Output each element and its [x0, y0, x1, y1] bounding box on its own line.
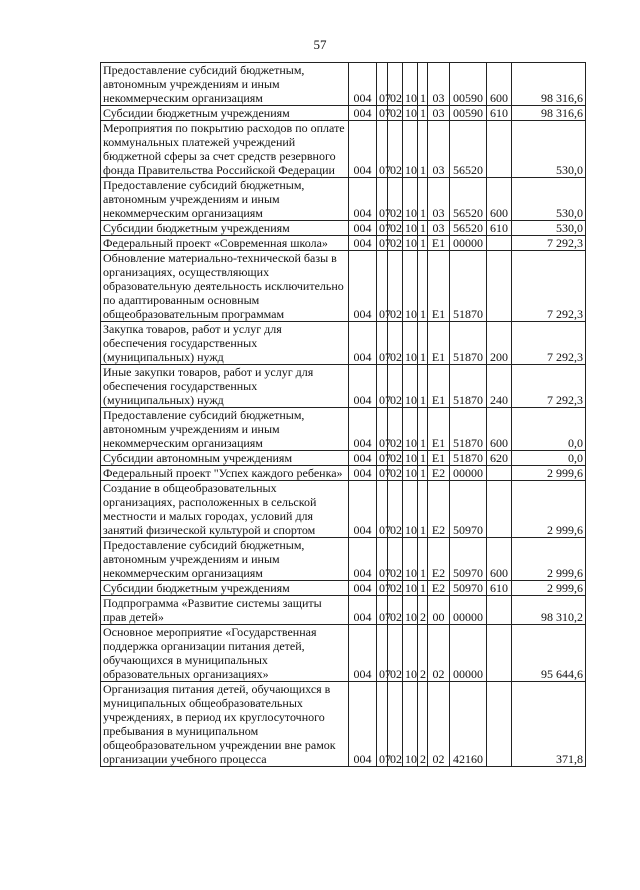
direction-code: 42160 [450, 682, 487, 767]
table-row [101, 451, 586, 466]
amount-cell: 530,0 [512, 221, 586, 236]
subsection-code: 02 [388, 178, 403, 221]
expense-type-code: 610 [487, 106, 512, 121]
amount-cell: 2 999,6 [512, 581, 586, 596]
section-code: 07 [377, 682, 388, 767]
subprogram-code: 1 [418, 322, 428, 365]
page-number: 57 [313, 37, 327, 52]
table-row [101, 682, 586, 767]
subprogram-code: 1 [418, 408, 428, 451]
program-code: 10 [403, 251, 418, 322]
row-description: Подпрограмма «Развитие системы защиты прав детей» [101, 596, 349, 625]
program-code: 10 [403, 178, 418, 221]
row-description: Мероприятия по покрытию расходов по оплате коммунальных платежей учреждений бюджетной сферы за счет средств резервного фонда Правительства Российской Федерации [101, 121, 349, 178]
kvsr-code: 004 [349, 106, 377, 121]
kvsr-code: 004 [349, 322, 377, 365]
section-code: 07 [377, 106, 388, 121]
section-code: 07 [377, 221, 388, 236]
subsection-code: 02 [388, 682, 403, 767]
direction-code: 51870 [450, 365, 487, 408]
table-row [101, 322, 586, 365]
section-code: 07 [377, 178, 388, 221]
section-code: 07 [377, 581, 388, 596]
expense-type-code [487, 596, 512, 625]
table-row [101, 106, 586, 121]
section-code: 07 [377, 408, 388, 451]
section-code: 07 [377, 538, 388, 581]
program-code: 10 [403, 682, 418, 767]
amount-cell: 7 292,3 [512, 365, 586, 408]
subprogram-code: 1 [418, 251, 428, 322]
direction-code: 56520 [450, 121, 487, 178]
event-code: 03 [428, 106, 450, 121]
row-description: Федеральный проект "Успех каждого ребенка» [101, 466, 349, 481]
subprogram-code: 1 [418, 221, 428, 236]
event-code: E1 [428, 408, 450, 451]
expense-type-code [487, 236, 512, 251]
direction-code: 56520 [450, 178, 487, 221]
kvsr-code: 004 [349, 178, 377, 221]
row-description: Предоставление субсидий бюджетным, автономным учреждениям и иным некоммерческим организациям [101, 63, 349, 106]
amount-cell: 2 999,6 [512, 481, 586, 538]
kvsr-code: 004 [349, 63, 377, 106]
subprogram-code: 1 [418, 481, 428, 538]
expense-type-code: 600 [487, 408, 512, 451]
row-description: Субсидии автономным учреждениям [101, 451, 349, 466]
subsection-code: 02 [388, 365, 403, 408]
program-code: 10 [403, 408, 418, 451]
kvsr-code: 004 [349, 221, 377, 236]
subprogram-code: 1 [418, 451, 428, 466]
row-description: Субсидии бюджетным учреждениям [101, 581, 349, 596]
expense-type-code [487, 251, 512, 322]
expense-type-code [487, 625, 512, 682]
kvsr-code: 004 [349, 581, 377, 596]
amount-cell: 7 292,3 [512, 322, 586, 365]
table-row [101, 408, 586, 451]
row-description: Субсидии бюджетным учреждениям [101, 221, 349, 236]
subsection-code: 02 [388, 63, 403, 106]
event-code: E2 [428, 538, 450, 581]
direction-code: 00590 [450, 106, 487, 121]
direction-code: 00000 [450, 466, 487, 481]
subprogram-code: 2 [418, 682, 428, 767]
budget-table [100, 62, 586, 767]
kvsr-code: 004 [349, 625, 377, 682]
kvsr-code: 004 [349, 121, 377, 178]
amount-cell: 371,8 [512, 682, 586, 767]
subsection-code: 02 [388, 481, 403, 538]
direction-code: 50970 [450, 581, 487, 596]
program-code: 10 [403, 451, 418, 466]
program-code: 10 [403, 236, 418, 251]
kvsr-code: 004 [349, 466, 377, 481]
row-description: Иные закупки товаров, работ и услуг для обеспечения государственных (муниципальных) нужд [101, 365, 349, 408]
direction-code: 00590 [450, 63, 487, 106]
row-description: Предоставление субсидий бюджетным, автономным учреждениям и иным некоммерческим организациям [101, 408, 349, 451]
direction-code: 51870 [450, 322, 487, 365]
program-code: 10 [403, 322, 418, 365]
expense-type-code [487, 481, 512, 538]
subsection-code: 02 [388, 625, 403, 682]
section-code: 07 [377, 596, 388, 625]
subsection-code: 02 [388, 251, 403, 322]
subsection-code: 02 [388, 466, 403, 481]
event-code: E1 [428, 451, 450, 466]
expense-type-code: 600 [487, 538, 512, 581]
subsection-code: 02 [388, 121, 403, 178]
subsection-code: 02 [388, 106, 403, 121]
section-code: 07 [377, 121, 388, 178]
event-code: E1 [428, 322, 450, 365]
direction-code: 51870 [450, 451, 487, 466]
table-row [101, 251, 586, 322]
kvsr-code: 004 [349, 596, 377, 625]
table-row [101, 625, 586, 682]
direction-code: 51870 [450, 408, 487, 451]
subprogram-code: 1 [418, 236, 428, 251]
table-row [101, 596, 586, 625]
subprogram-code: 1 [418, 178, 428, 221]
event-code: 00 [428, 596, 450, 625]
event-code: E1 [428, 236, 450, 251]
amount-cell: 98 316,6 [512, 106, 586, 121]
table-row [101, 466, 586, 481]
expense-type-code: 600 [487, 178, 512, 221]
subsection-code: 02 [388, 538, 403, 581]
table-row [101, 581, 586, 596]
subprogram-code: 2 [418, 625, 428, 682]
event-code: E1 [428, 365, 450, 408]
amount-cell: 2 999,6 [512, 466, 586, 481]
program-code: 10 [403, 538, 418, 581]
amount-cell: 98 316,6 [512, 63, 586, 106]
subprogram-code: 1 [418, 581, 428, 596]
kvsr-code: 004 [349, 682, 377, 767]
amount-cell: 7 292,3 [512, 251, 586, 322]
program-code: 10 [403, 481, 418, 538]
subsection-code: 02 [388, 451, 403, 466]
program-code: 10 [403, 221, 418, 236]
table-row [101, 236, 586, 251]
row-description: Создание в общеобразовательных организациях, расположенных в сельской местности и малых городах, условий для занятий физической культурой и спортом [101, 481, 349, 538]
row-description: Предоставление субсидий бюджетным, автономным учреждениям и иным некоммерческим организациям [101, 538, 349, 581]
event-code: E2 [428, 466, 450, 481]
section-code: 07 [377, 251, 388, 322]
event-code: 02 [428, 625, 450, 682]
direction-code: 00000 [450, 596, 487, 625]
program-code: 10 [403, 365, 418, 408]
expense-type-code: 200 [487, 322, 512, 365]
subprogram-code: 1 [418, 365, 428, 408]
amount-cell: 2 999,6 [512, 538, 586, 581]
expense-type-code: 240 [487, 365, 512, 408]
amount-cell: 7 292,3 [512, 236, 586, 251]
direction-code: 51870 [450, 251, 487, 322]
direction-code: 00000 [450, 236, 487, 251]
kvsr-code: 004 [349, 408, 377, 451]
expense-type-code: 600 [487, 63, 512, 106]
table-row [101, 121, 586, 178]
row-description: Обновление материально-технической базы в организациях, осуществляющих образовательную деятельность исключительно по адаптированным основным общеобразовательным программам [101, 251, 349, 322]
amount-cell: 98 310,2 [512, 596, 586, 625]
table-row [101, 63, 586, 106]
section-code: 07 [377, 625, 388, 682]
subsection-code: 02 [388, 581, 403, 596]
event-code: 03 [428, 63, 450, 106]
table-row [101, 538, 586, 581]
row-description: Организация питания детей, обучающихся в муниципальных общеобразовательных учреждениях, в период их круглосуточного пребывания в муниципальном общеобразовательном учреждении вне рамок организации учебного процесса [101, 682, 349, 767]
subsection-code: 02 [388, 322, 403, 365]
program-code: 10 [403, 121, 418, 178]
table-row [101, 178, 586, 221]
subsection-code: 02 [388, 221, 403, 236]
kvsr-code: 004 [349, 236, 377, 251]
subsection-code: 02 [388, 236, 403, 251]
subprogram-code: 1 [418, 538, 428, 581]
expense-type-code: 610 [487, 581, 512, 596]
event-code: 02 [428, 682, 450, 767]
expense-type-code: 620 [487, 451, 512, 466]
kvsr-code: 004 [349, 451, 377, 466]
expense-type-code [487, 121, 512, 178]
kvsr-code: 004 [349, 251, 377, 322]
table-row [101, 221, 586, 236]
subsection-code: 02 [388, 596, 403, 625]
section-code: 07 [377, 63, 388, 106]
section-code: 07 [377, 365, 388, 408]
row-description: Субсидии бюджетным учреждениям [101, 106, 349, 121]
expense-type-code [487, 466, 512, 481]
direction-code: 00000 [450, 625, 487, 682]
row-description: Закупка товаров, работ и услуг для обеспечения государственных (муниципальных) нужд [101, 322, 349, 365]
expense-type-code: 610 [487, 221, 512, 236]
amount-cell: 95 644,6 [512, 625, 586, 682]
direction-code: 50970 [450, 538, 487, 581]
subsection-code: 02 [388, 408, 403, 451]
program-code: 10 [403, 466, 418, 481]
program-code: 10 [403, 581, 418, 596]
subprogram-code: 2 [418, 596, 428, 625]
row-description: Федеральный проект «Современная школа» [101, 236, 349, 251]
program-code: 10 [403, 63, 418, 106]
event-code: 03 [428, 121, 450, 178]
row-description: Предоставление субсидий бюджетным, автономным учреждениям и иным некоммерческим организациям [101, 178, 349, 221]
subprogram-code: 1 [418, 466, 428, 481]
row-description: Основное мероприятие «Государственная поддержка организации питания детей, обучающихся в муниципальных образовательных организациях» [101, 625, 349, 682]
event-code: E1 [428, 251, 450, 322]
subprogram-code: 1 [418, 121, 428, 178]
expense-type-code [487, 682, 512, 767]
amount-cell: 530,0 [512, 178, 586, 221]
program-code: 10 [403, 596, 418, 625]
kvsr-code: 004 [349, 481, 377, 538]
event-code: 03 [428, 178, 450, 221]
section-code: 07 [377, 451, 388, 466]
kvsr-code: 004 [349, 538, 377, 581]
section-code: 07 [377, 466, 388, 481]
section-code: 07 [377, 236, 388, 251]
direction-code: 50970 [450, 481, 487, 538]
amount-cell: 0,0 [512, 408, 586, 451]
table-row [101, 481, 586, 538]
event-code: E2 [428, 481, 450, 538]
table-row [101, 365, 586, 408]
subprogram-code: 1 [418, 106, 428, 121]
section-code: 07 [377, 481, 388, 538]
amount-cell: 0,0 [512, 451, 586, 466]
program-code: 10 [403, 106, 418, 121]
kvsr-code: 004 [349, 365, 377, 408]
section-code: 07 [377, 322, 388, 365]
direction-code: 56520 [450, 221, 487, 236]
amount-cell: 530,0 [512, 121, 586, 178]
subprogram-code: 1 [418, 63, 428, 106]
program-code: 10 [403, 625, 418, 682]
event-code: 03 [428, 221, 450, 236]
event-code: E2 [428, 581, 450, 596]
